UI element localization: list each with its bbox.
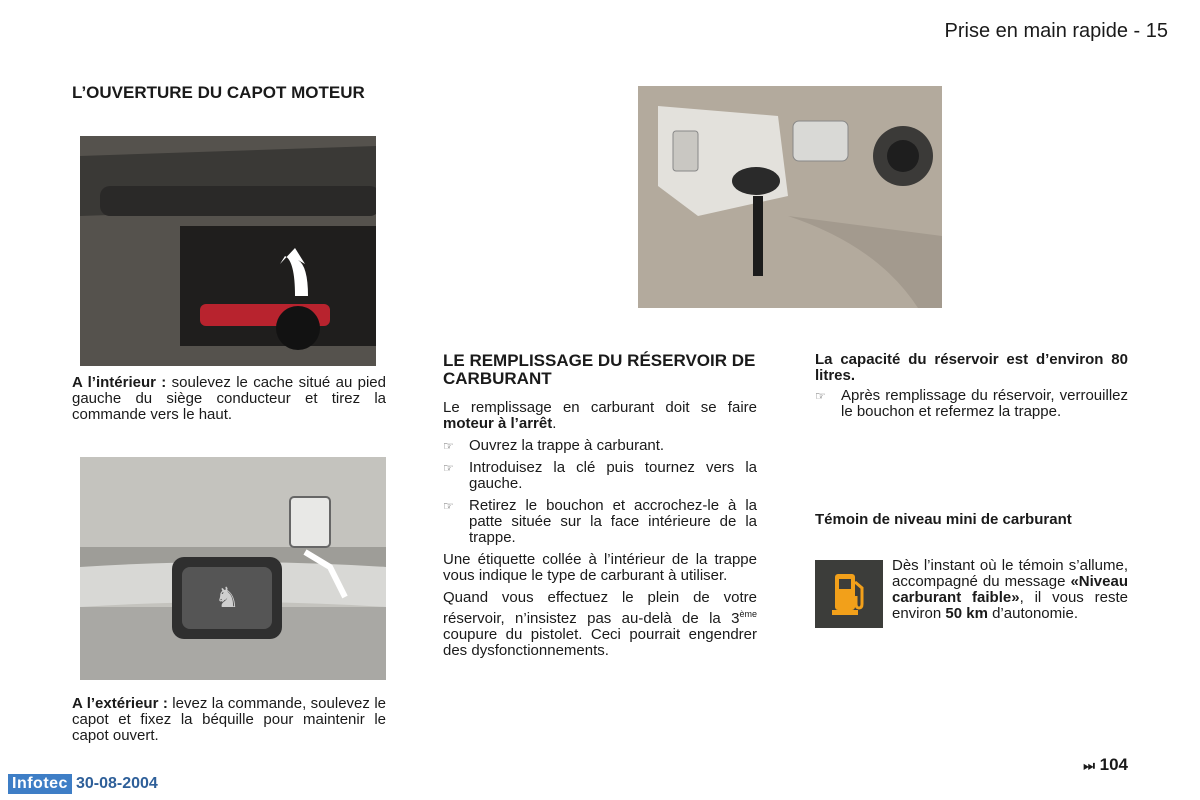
- warning-message: «Niveau carburant faible»: [892, 573, 1128, 606]
- warning-section: [815, 512, 1128, 528]
- fuel-step: [443, 460, 757, 492]
- fuel-label-note: Une étiquette collée à l’intérieur de la trappe vous indique le type de carburant à utiliser.: [443, 551, 757, 584]
- pointing-hand-icon: ☞: [443, 499, 454, 513]
- exterior-text: levez la commande, soulevez le capot et fixez la béquille pour maintenir le capot ouvert.: [72, 695, 386, 744]
- fuel-pump-icon: [815, 560, 883, 628]
- fuel-step: [443, 498, 757, 546]
- pointing-hand-icon: ☞: [815, 389, 826, 403]
- warning-title: Témoin de niveau mini de carburant: [815, 511, 1072, 528]
- svg-text:♞: ♞: [214, 581, 240, 614]
- fuel-step: [443, 438, 757, 454]
- section-title-carburant: LE REMPLISSAGE DU RÉSERVOIR DE CARBURANT: [443, 351, 756, 388]
- photo-fuel-flap: [638, 86, 942, 308]
- fuel-full-note: [443, 590, 757, 659]
- warning-body: [815, 558, 1128, 658]
- interior-instruction: [72, 375, 386, 423]
- fuel-step-text: Ouvrez la trappe à carburant.: [469, 437, 665, 454]
- exterior-label: A l’extérieur :: [72, 695, 168, 712]
- photo-interior-hood-release: [80, 136, 376, 366]
- capacity-section: [815, 352, 1128, 426]
- warning-text-end: d’autonomie.: [987, 605, 1078, 622]
- warning-distance: 50 km: [945, 605, 988, 622]
- page-title: Prise en main rapide - 15: [944, 20, 1168, 42]
- photo-exterior-hood: [80, 457, 386, 680]
- exterior-instruction: [72, 696, 386, 744]
- section-title-capot: L’OUVERTURE DU CAPOT MOTEUR: [72, 83, 365, 102]
- footer-date: 30-08-2004: [75, 775, 158, 792]
- fuel-full-note-sup: ème: [739, 609, 757, 619]
- pointing-hand-icon: ☞: [443, 439, 454, 453]
- interior-label: A l’intérieur :: [72, 374, 167, 391]
- pointing-hand-icon: ☞: [443, 461, 454, 475]
- after-fill-step: [815, 388, 1128, 420]
- warning-text-mid: , il vous reste environ: [892, 589, 1128, 622]
- fuel-intro-bold: moteur à l’arrêt: [443, 415, 553, 432]
- interior-text: soulevez le cache situé au pied gauche du siège conducteur et tirez la commande vers le haut.: [72, 374, 386, 423]
- infotec-logo: Infotec: [8, 774, 72, 794]
- fuel-intro: [443, 400, 757, 432]
- footer: [8, 774, 158, 794]
- fuel-intro-end: .: [552, 415, 557, 432]
- next-page-icon: ⏭: [1083, 758, 1095, 773]
- warning-text: [892, 558, 1128, 622]
- fuel-intro-text: Le remplissage en carburant doit se faire: [443, 399, 757, 416]
- page-reference[interactable]: [1083, 755, 1128, 775]
- warning-text-start: Dès l’instant où le témoin s’allume, accompagné du message: [892, 557, 1128, 590]
- fuel-step-text: Retirez le bouchon et accrochez-le à la patte située sur la face intérieure de la trappe.: [469, 497, 757, 546]
- fuel-full-note-end: coupure du pistolet. Ceci pourrait engendrer des dysfonctionnements.: [443, 626, 757, 659]
- fuel-full-note-start: Quand vous effectuez le plein de votre réservoir, n’insistez pas au-delà de la 3: [443, 589, 757, 627]
- capacity-text: La capacité du réservoir est d’environ 80 litres.: [815, 351, 1128, 384]
- page-ref-number: 104: [1099, 755, 1128, 774]
- after-fill-text: Après remplissage du réservoir, verrouillez le bouchon et refermez la trappe.: [841, 387, 1128, 420]
- fuel-step-text: Introduisez la clé puis tournez vers la gauche.: [469, 459, 757, 492]
- fuel-section: [443, 352, 757, 665]
